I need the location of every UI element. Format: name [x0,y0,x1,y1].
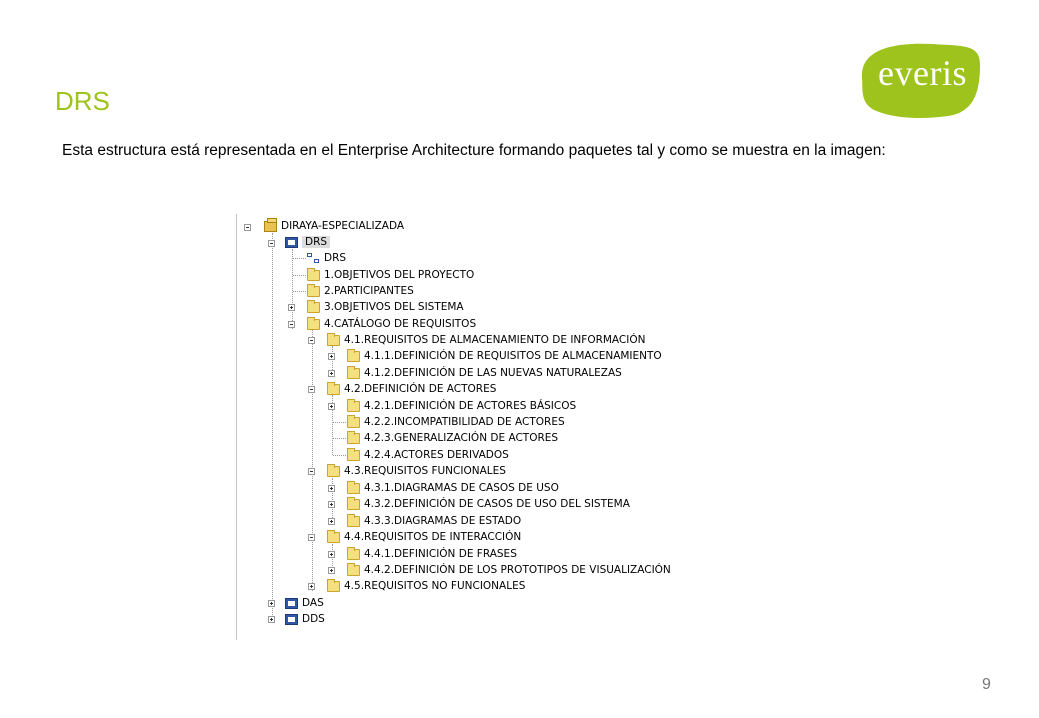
tree-node-label: 4.2.1.DEFINICIÓN DE ACTORES BÁSICOS [364,400,577,412]
tree-node-label: 4.3.3.DIAGRAMAS DE ESTADO [364,515,522,527]
expand-toggle[interactable] [328,403,335,410]
tree-node-label: 3.OBJETIVOS DEL SISTEMA [324,301,464,313]
folder-icon [327,466,340,477]
tree-node-4-2-4[interactable] [347,447,509,463]
folder-icon [307,286,320,297]
expand-toggle[interactable] [328,353,335,360]
expand-toggle[interactable] [288,304,295,311]
folder-icon [347,516,360,527]
tree-node-4-1-1[interactable] [347,348,662,364]
expand-toggle[interactable] [328,485,335,492]
tree-node-label: 1.OBJETIVOS DEL PROYECTO [324,269,475,281]
folder-icon [327,335,340,346]
tree-node-4-4-2[interactable] [347,562,671,578]
expand-toggle[interactable] [268,616,275,623]
package-icon [285,614,298,625]
tree-node-drs-diagram[interactable] [307,250,346,266]
expand-toggle[interactable] [328,501,335,508]
folder-icon [327,532,340,543]
page-title: DRS [55,86,110,116]
package-icon [285,598,298,609]
tree-node-4-1[interactable] [327,332,645,348]
tree-node-label: DDS [302,613,325,625]
tree-node-label: 4.3.REQUISITOS FUNCIONALES [344,465,506,477]
tree-node-label: 4.3.2.DEFINICIÓN DE CASOS DE USO DEL SISTEMA [364,498,630,510]
tree-node-label: 4.2.2.INCOMPATIBILIDAD DE ACTORES [364,416,565,428]
expand-toggle[interactable] [268,600,275,607]
folder-icon [327,384,340,395]
folder-icon [307,319,320,330]
tree-node-4-2-2[interactable] [347,414,565,430]
tree-node-label: 4.1.2.DEFINICIÓN DE LAS NUEVAS NATURALEZAS [364,367,622,379]
tree-node-label: 4.3.1.DIAGRAMAS DE CASOS DE USO [364,482,559,494]
tree-node-label: 4.4.REQUISITOS DE INTERACCIÓN [344,531,522,543]
expand-toggle[interactable] [308,583,315,590]
tree-node-label: 4.1.1.DEFINICIÓN DE REQUISITOS DE ALMACENAMIENTO [364,350,662,362]
tree-node-label: 4.CATÁLOGO DE REQUISITOS [324,318,477,330]
folder-icon [347,417,360,428]
tree-node-label: DIRAYA-ESPECIALIZADA [281,220,405,232]
expand-toggle[interactable] [328,567,335,574]
tree-node-label: 4.2.DEFINICIÓN DE ACTORES [344,383,497,395]
tree-node-label: 4.2.3.GENERALIZACIÓN DE ACTORES [364,432,559,444]
tree-node-objetivos-sistema[interactable] [307,299,464,315]
folder-icon [347,499,360,510]
tree-node-drs[interactable] [285,234,330,250]
tree-node-4-3-3[interactable] [347,513,521,529]
expand-toggle[interactable] [328,518,335,525]
folder-icon [327,581,340,592]
tree-node-4-3-2[interactable] [347,496,630,512]
tree-node-label: 4.2.4.ACTORES DERIVADOS [364,449,509,461]
project-browser-tree[interactable] [236,214,697,640]
tree-node-4-4[interactable] [327,529,521,545]
tree-node-4-2-3[interactable] [347,430,558,446]
tree-node-objetivos-proyecto[interactable] [307,267,474,283]
diagram-icon [307,253,320,264]
tree-node-4-2[interactable] [327,381,496,397]
collapse-toggle[interactable] [308,534,315,541]
tree-node-label: 4.5.REQUISITOS NO FUNCIONALES [344,580,526,592]
collapse-toggle[interactable] [244,224,251,231]
folder-icon [347,565,360,576]
page-number: 9 [982,676,991,693]
folder-icon [347,433,360,444]
tree-node-4-3[interactable] [327,463,506,479]
folder-icon [347,549,360,560]
tree-node-label: 4.4.1.DEFINICIÓN DE FRASES [364,548,517,560]
folder-icon [347,368,360,379]
tree-node-dds[interactable] [285,611,325,627]
collapse-toggle[interactable] [288,321,295,328]
logo-text: everis [878,53,967,93]
folder-icon [347,401,360,412]
collapse-toggle[interactable] [308,386,315,393]
tree-node-label: 2.PARTICIPANTES [324,285,414,297]
folder-icon [307,302,320,313]
expand-toggle[interactable] [328,551,335,558]
tree-node-label: DAS [302,597,324,609]
tree-node-participantes[interactable] [307,283,414,299]
model-icon [264,221,277,232]
collapse-toggle[interactable] [308,337,315,344]
tree-node-catalogo[interactable] [307,316,476,332]
tree-node-label: 4.4.2.DEFINICIÓN DE LOS PROTOTIPOS DE VISUALIZACIÓN [364,564,671,576]
tree-node-label: DRS [302,236,330,248]
folder-icon [347,450,360,461]
folder-icon [307,270,320,281]
tree-node-4-3-1[interactable] [347,480,559,496]
folder-icon [347,483,360,494]
collapse-toggle[interactable] [308,468,315,475]
intro-paragraph: Esta estructura está representada en el Enterprise Architecture formando paquetes tal y como se muestra en la imagen: [62,142,886,159]
tree-node-4-4-1[interactable] [347,546,517,562]
package-icon [285,237,298,248]
tree-node-das[interactable] [285,595,324,611]
tree-node-4-5[interactable] [327,578,525,594]
collapse-toggle[interactable] [268,240,275,247]
tree-node-4-1-2[interactable] [347,365,622,381]
expand-toggle[interactable] [328,370,335,377]
folder-icon [347,351,360,362]
tree-node-root[interactable] [264,218,404,234]
tree-node-label: 4.1.REQUISITOS DE ALMACENAMIENTO DE INFORMACIÓN [344,334,646,346]
tree-node-4-2-1[interactable] [347,398,576,414]
tree-node-label: DRS [324,252,347,264]
